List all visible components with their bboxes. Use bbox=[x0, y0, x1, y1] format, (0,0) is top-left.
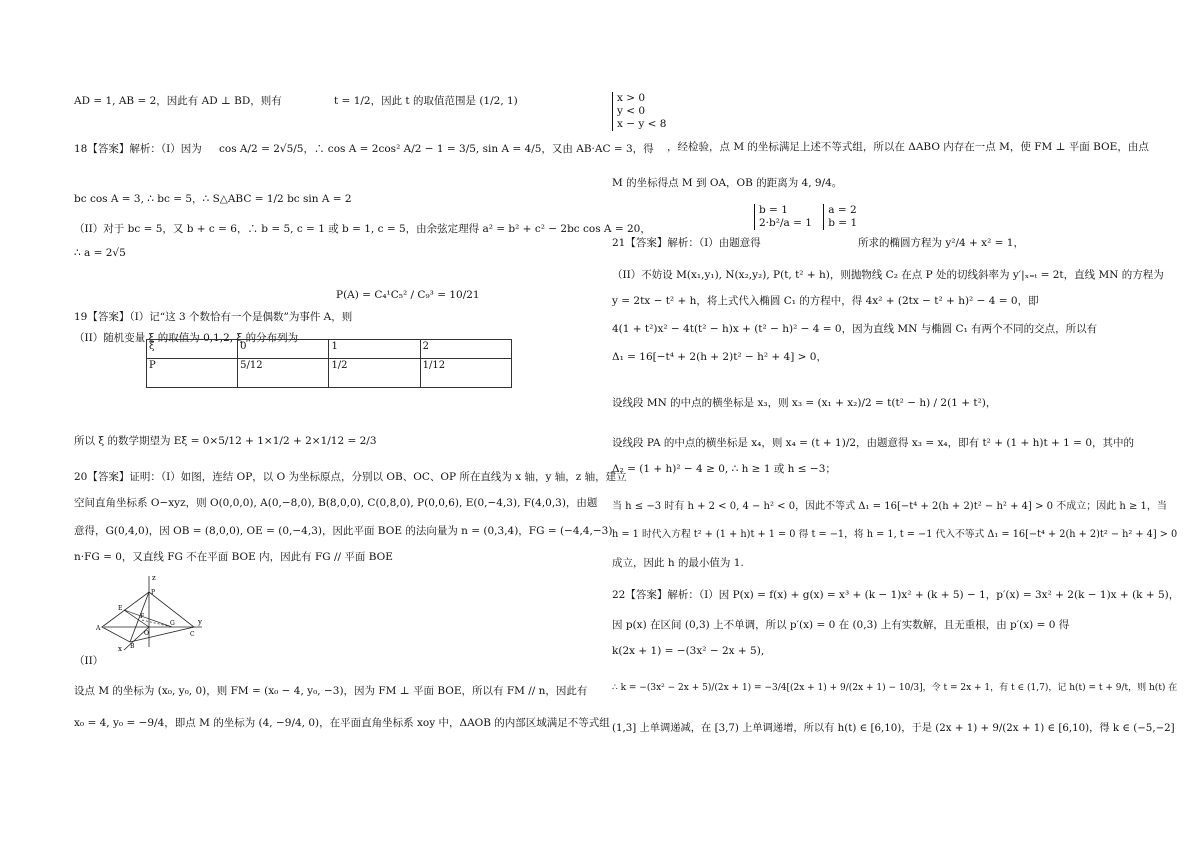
equation-line: b = 1 bbox=[759, 204, 788, 216]
y-axis-label: y bbox=[198, 618, 202, 626]
table-header-row bbox=[147, 340, 512, 359]
text-line: 所以 ξ 的数学期望为 Eξ = 0×5/12 + 1×1/2 + 2×1/12 = 2/3 bbox=[74, 435, 377, 447]
text-line: 4(1 + t²)x² − 4t(t² − h)x + (t² − h)² − 4 = 0，因为直线 MN 与椭圆 C₁ 有两个不同的交点，所以有 bbox=[612, 323, 1098, 335]
text-line: x₀ = 4, y₀ = −9/4，即点 M 的坐标为 (4, −9/4, 0)，在平面直角坐标系 xoy 中，ΔAOB 的内部区域满足不等式组 bbox=[74, 717, 610, 729]
q21-heading: 21【答案】解析：（I）由题意得 bbox=[612, 237, 761, 249]
point-label: A bbox=[96, 625, 101, 632]
distribution-table bbox=[146, 339, 512, 388]
x-axis-label: x bbox=[118, 645, 122, 652]
text-line: Δ₂ = (1 + h)² − 4 ≥ 0, ∴ h ≥ 1 或 h ≤ −3； bbox=[612, 463, 836, 475]
pyramid-figure bbox=[94, 572, 204, 652]
text-line: y = 2tx − t² + h，将上式代入椭圆 C₁ 的方程中，得 4x² + (2tx − t² + h)² − 4 = 0，即 bbox=[612, 295, 1039, 307]
text-line: 意得，G(0,4,0)，因 OB = (8,0,0), OE = (0,−4,3)，因此平面 BOE 的法向量为 n = (0,3,4)，FG = (−4,4,−3) bbox=[74, 525, 613, 537]
q22-heading: 22【答案】解析：（I）因 P(x) = f(x) + g(x) = x³ + (k − 1)x² + (k + 5) − 1，p′(x) = 3x² + 2(k − 1)x + (k + 5)， bbox=[612, 589, 1180, 601]
text-line: 空间直角坐标系 O−xyz，则 O(0,0,0), A(0,−8,0), B(8,0,0), C(0,8,0), P(0,0,6), E(0,−4,3), F(4,0,3)，由题 bbox=[74, 497, 598, 509]
table-cell: ξ bbox=[147, 340, 238, 359]
text-line: n·FG = 0，又直线 FG 不在平面 BOE 内，因此有 FG // 平面 BOE bbox=[74, 551, 393, 563]
equation-system bbox=[754, 204, 857, 230]
text-line: 成立，因此 h 的最小值为 1. bbox=[612, 557, 744, 569]
text-line: h = 1 时代入方程 t² + (1 + h)t + 1 = 0 得 t = −1，将 h = 1, t = −1 代入不等式 Δ₁ = 16[−t⁴ + 2(h + 2)t² − h² + 4] > 0 bbox=[612, 529, 1178, 540]
q19-heading: 19【答案】（I）记“这 3 个数恰有一个是偶数”为事件 A，则 bbox=[74, 311, 353, 323]
text-line: 设线段 PA 的中点的横坐标是 x₄，则 x₄ = (t + 1)/2，由题意得 x₃ = x₄，即有 t² + (1 + h)t + 1 = 0，其中的 bbox=[612, 437, 1134, 449]
text-line: k(2x + 1) = −(3x² − 2x + 5), bbox=[612, 645, 765, 657]
table-cell: 0 bbox=[238, 340, 329, 359]
text-line: ∴ k = −(3x² − 2x + 5)/(2x + 1) = −3/4[(2x + 1) + 9/(2x + 1) − 10/3]，令 t = 2x + 1，有 t ∈ (1,7)，记 h(t) = t + 9/t，则 h(t) 在 bbox=[612, 683, 1178, 693]
inequality-line: x − y < 8 bbox=[617, 118, 667, 131]
equation-line: a = 2 bbox=[828, 204, 857, 216]
point-label: B bbox=[130, 643, 135, 650]
point-label: F bbox=[140, 613, 145, 620]
text-line: 所求的椭圆方程为 y²/4 + x² = 1， bbox=[858, 237, 1024, 249]
table-cell: 1/12 bbox=[420, 359, 511, 388]
text-line: （II）对于 bc = 5，又 b + c = 6，∴ b = 5, c = 1 或 b = 1, c = 5，由余弦定理得 a² = b² + c² − 2bc cos A = 20， bbox=[74, 223, 651, 235]
text-line: bc cos A = 3, ∴ bc = 5，∴ S△ABC = 1/2 bc sin A = 2 bbox=[74, 193, 352, 205]
equation-line: 2·b²/a = 1 bbox=[759, 217, 812, 230]
point-label: G bbox=[170, 620, 175, 627]
text-line: (1,3] 上单调递减，在 [3,7) 上单调递增，所以有 h(t) ∈ [6,10)，于是 (2x + 1) + 9/(2x + 1) ∈ [6,10)，得 k ∈ (−5,−2] bbox=[612, 722, 1175, 734]
table-cell: 1/2 bbox=[329, 359, 420, 388]
text-line: 设线段 MN 的中点的横坐标是 x₃，则 x₃ = (x₁ + x₂)/2 = t(t² − h) / 2(1 + t²)， bbox=[612, 397, 997, 409]
text-line: M 的坐标得点 M 到 OA，OB 的距离为 4, 9/4。 bbox=[612, 177, 843, 189]
text-line: AD = 1, AB = 2，因此有 AD ⊥ BD，则有 bbox=[74, 95, 282, 107]
text-line: t = 1/2，因此 t 的取值范围是 (1/2, 1) bbox=[334, 95, 518, 107]
formula-pa: P(A) = C₄¹C₅² / C₉³ = 10/21 bbox=[336, 289, 480, 301]
point-label: C bbox=[190, 631, 195, 638]
q20-heading: 20【答案】证明：（I）如图，连结 OP，以 O 为坐标原点，分别以 OB、OC、OP 所在直线为 x 轴，y 轴，z 轴，建立 bbox=[74, 471, 627, 483]
figure-caption: （II） bbox=[74, 655, 104, 667]
table-row bbox=[147, 359, 512, 388]
z-axis-label: z bbox=[152, 574, 156, 582]
inequality-line: y < 0 bbox=[617, 105, 646, 118]
text-line: cos A/2 = 2√5/5，∴ cos A = 2cos² A/2 − 1 = 3/5, sin A = 4/5，又由 AB·AC = 3，得 bbox=[219, 143, 654, 155]
point-label: O bbox=[144, 630, 149, 637]
inequality-system bbox=[612, 92, 666, 131]
text-line: 因 p(x) 在区间 (0,3) 上不单调，所以 p′(x) = 0 在 (0,3) 上有实数解，且无重根，由 p′(x) = 0 得 bbox=[612, 619, 1070, 631]
equation-line: b = 1 bbox=[828, 217, 858, 230]
text-line: Δ₁ = 16[−t⁴ + 2(h + 2)t² − h² + 4] > 0， bbox=[612, 351, 827, 363]
q18-heading: 18【答案】解析：（I）因为 bbox=[74, 143, 202, 155]
text-line: （II）随机变量 ξ 的取值为 0,1,2, ξ 的分布列为 bbox=[74, 332, 299, 344]
text-line: ，经检验，点 M 的坐标满足上述不等式组，所以在 ΔABO 内存在一点 M，使 FM ⊥ 平面 BOE，由点 bbox=[667, 141, 1149, 153]
table-cell: 5/12 bbox=[238, 359, 329, 388]
text-line: 当 h ≤ −3 时有 h + 2 < 0, 4 − h² < 0，因此不等式 Δ₁ = 16[−t⁴ + 2(h + 2)t² − h² + 4] > 0 不成立；因此 h ≥ 1，当 bbox=[612, 501, 1167, 512]
text-line: （II）不妨设 M(x₁,y₁), N(x₂,y₂), P(t, t² + h)，则抛物线 C₂ 在点 P 处的切线斜率为 y′|ₓ₌ₜ = 2t，直线 MN 的方程为 bbox=[612, 269, 1164, 281]
table-cell: 1 bbox=[329, 340, 420, 359]
text-line: 设点 M 的坐标为 (x₀, y₀, 0)，则 FM = (x₀ − 4, y₀, −3)，因为 FM ⊥ 平面 BOE，所以有 FM // n，因此有 bbox=[74, 685, 588, 697]
table-cell: 2 bbox=[420, 340, 511, 359]
point-label: P bbox=[151, 589, 156, 596]
text-line: ∴ a = 2√5 bbox=[74, 247, 126, 259]
inequality-line: x > 0 bbox=[617, 92, 646, 104]
point-label: E bbox=[118, 605, 123, 612]
table-cell: P bbox=[147, 359, 238, 388]
